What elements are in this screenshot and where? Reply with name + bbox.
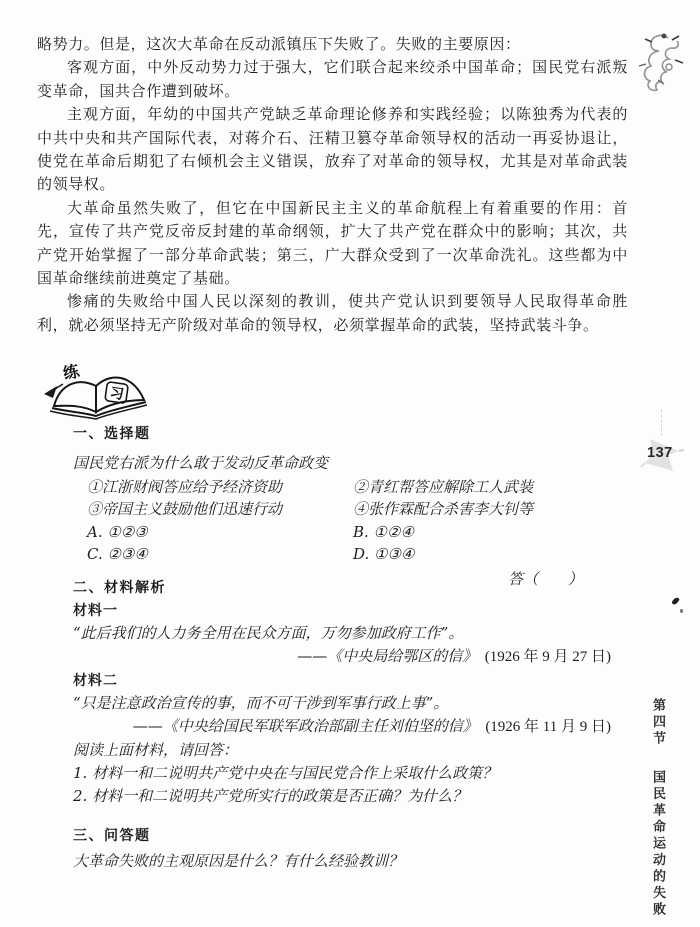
page-number-badge: [638, 436, 686, 476]
source-date: (1926 年 11 月 9 日): [485, 719, 611, 735]
paragraph: 略势力。但是，这次大革命在反动派镇压下失败了。失败的主要原因：: [37, 37, 521, 53]
page-number: 137: [647, 445, 673, 461]
section-header: 二、材料解析: [73, 579, 166, 595]
paragraph: 主观方面，年幼的中国共产党缺乏革命理论修养和实践经验；以陈独秀为代表的中共中央和共产国际代表，对蒋介石、汪精卫篡夺革命领导权的活动一再妥协退让，使党在革命后期犯了右倾机会主义错误，放弃了对革命的领导权，尤其是对革命武装的领导权。: [37, 107, 628, 194]
essay-question: 大革命失败的主观原因是什么？有什么经验教训？: [73, 852, 404, 870]
section-header: 一、选择题: [73, 425, 151, 441]
section-multiple-choice: [73, 423, 613, 590]
practice-book-icon: [40, 360, 152, 422]
option-b: B. ①②④: [353, 522, 414, 541]
choice-question: 国民党右派为什么敢于发动反革命政变: [73, 454, 329, 472]
ink-speck: [680, 609, 683, 613]
option-1: ①江浙财阀答应给予经济资助: [87, 478, 283, 496]
material-1-label: 材料一: [73, 602, 118, 618]
paragraph: 大革命虽然失败了，但它在中国新民主主义的革命航程上有着重要的作用：首先，宣传了共产党反帝反封建的革命纲领，扩大了共产党在群众中的影响；其次，共产党开始掌握了一部分革命武装；第三，广大群众受到了一次革命洗礼。这些都为中国革命继续前进奠定了基础。: [37, 200, 628, 288]
materials-prompt: 阅读上面材料，请回答：: [73, 741, 239, 759]
side-chapter-title: [649, 698, 668, 918]
ink-speck: [671, 596, 680, 605]
material-1-quote: “此后我们的人力务全用在民众方面，万勿参加政府工作”。: [73, 624, 464, 642]
option-4: ④张作霖配合杀害李大钊等: [353, 500, 534, 519]
divider-dashes: [661, 410, 662, 436]
section-essay: [73, 824, 613, 873]
material-2-label: 材料二: [73, 672, 118, 688]
side-title-label: 国民革命运动的失败: [651, 769, 666, 919]
option-3: ③帝国主义鼓励他们迅速行动: [87, 500, 283, 519]
source-title: ——《中央局给鄂区的信》: [297, 647, 470, 665]
dragon-ornament-icon: [628, 26, 694, 92]
practice-label-right: 习: [108, 386, 125, 404]
option-c: C. ②③④: [87, 545, 148, 564]
paragraph: 惨痛的失败给中国人民以深刻的教训，使共产党认识到要领导人民取得革命胜利，就必须坚持无产阶级对革命的领导权，必须掌握革命的武装，坚持武装斗争。: [37, 294, 628, 334]
material-question-2: 2. 材料一和二说明共产党所实行的政策是否正确？为什么？: [73, 787, 468, 805]
source-title: ——《中央给国民军联军政治部副主任刘伯坚的信》: [132, 717, 471, 735]
option-d: D. ①③④: [353, 545, 415, 564]
choice-options: [73, 476, 613, 566]
material-2-quote: “只是注意政治宣传的事，而不可干涉到军事行政上事”。: [73, 694, 449, 712]
source-date: (1926 年 9 月 27 日): [484, 649, 611, 665]
option-a: A. ①②③: [87, 522, 148, 541]
material-2-source: [73, 715, 613, 739]
body-text: [37, 34, 628, 338]
material-1-source: [73, 645, 613, 669]
section-material-analysis: [73, 576, 613, 808]
option-2: ②青红帮答应解除工人武装: [353, 478, 534, 496]
pen-nib: [44, 386, 57, 398]
answer-blank: 答（ ）: [507, 569, 583, 588]
section-header: 三、问答题: [73, 827, 151, 843]
paragraph: 客观方面，中外反动势力过于强大，它们联合起来绞杀中国革命；国民党右派叛变革命，国共合作遭到破坏。: [37, 60, 628, 100]
practice-label-left: 练: [61, 363, 82, 384]
material-question-1: 1. 材料一和二说明共产党中央在与国民党合作上采取什么政策？: [73, 764, 498, 782]
side-section-label: 第四节: [651, 698, 666, 748]
